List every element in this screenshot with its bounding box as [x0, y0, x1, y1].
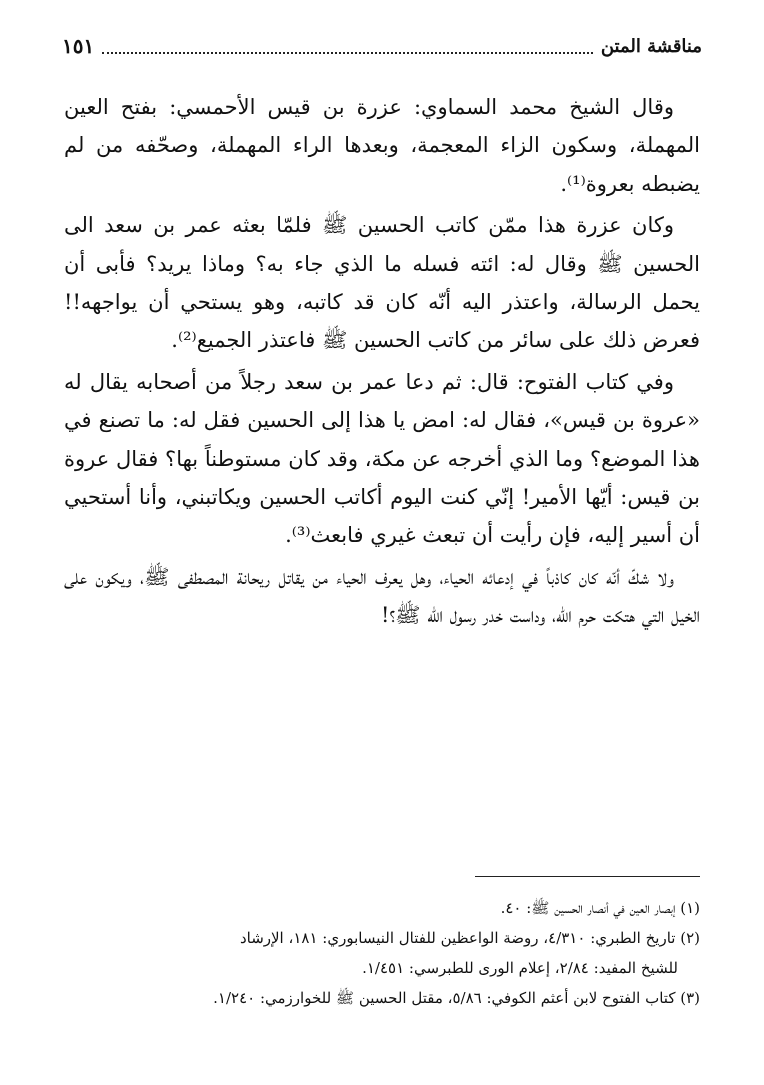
main-text: [64, 88, 700, 637]
footnote-separator: [475, 876, 700, 877]
footnote-2-continued: للشيخ المفيد: ٢/٨٤، إعلام الورى للطبرسي: ١/٤٥١.: [362, 959, 678, 977]
footnote-3: (٣) كتاب الفتوح لابن أعثم الكوفي: ٥/٨٦، مقتل الحسين ﷺ للخوارزمي: ١/٢٤٠.: [213, 989, 700, 1007]
paragraph-2: وكان عزرة هذا ممّن كاتب الحسين ﷺ فلمّا بعثه عمر بن سعد الى الحسين ﷺ وقال له: ائته فسله ما الذي جاء به؟ وماذا يريد؟ فأبى أن يحمل الرسالة، واعتذر اليه أنّه كان قد كاتبه، وهو يستحي أن يواجهه!! فعرض ذلك على سائر من كاتب الحسين ﷺ فاعتذر الجميع⁽²⁾.: [64, 213, 700, 353]
leader-dots: [102, 40, 593, 54]
footnotes: [64, 893, 700, 1013]
footnote-1: (١) إبصار العين في أنصار الحسين ﷺ: ٤٠.: [500, 899, 700, 917]
paragraph-3: وفي كتاب الفتوح: قال: ثم دعا عمر بن سعد رجلاً من أصحابه يقال له «عروة بن قيس»، فقال له: امض يا هذا إلى الحسين فقل له: ما تصنع في هذا الموضع؟ وما الذي أخرجه عن مكة، وقد كان مستوطناً بها؟ فقال عروة بن قيس: أيّها الأمير! إنّي كنت اليوم أكاتب الحسين ويكاتبني، وأنا أستحيي أن أسير إليه، فإن رأيت أن تبعث غيري فابعث⁽³⁾.: [64, 369, 700, 548]
paragraph-4: ولا شكّ أنّه كان كاذباً في إدعائه الحياء، وهل يعرف الحياء من يقاتل ريحانة المصطفى ﷺ، ويكون على الخيل التي هتكت حرم الله، وداست خدر رسول الله ﷺ؟!: [64, 564, 700, 628]
footnote-2: (٢) تاريخ الطبري: ٤/٣١٠، روضة الواعظين للفتال النيسابوري: ١٨١، الإرشاد: [239, 929, 700, 947]
page-number: ١٥١: [62, 34, 95, 58]
paragraph-1: وقال الشيخ محمد السماوي: عزرة بن قيس الأحمسي: بفتح العين المهملة، وسكون الزاء المعجمة، وبعدها الراء المهملة، وصحّفه من لم يضبطه بعروة⁽¹⁾.: [64, 95, 700, 196]
running-title: مناقشة المتن: [600, 35, 702, 57]
page-header: [62, 30, 702, 62]
